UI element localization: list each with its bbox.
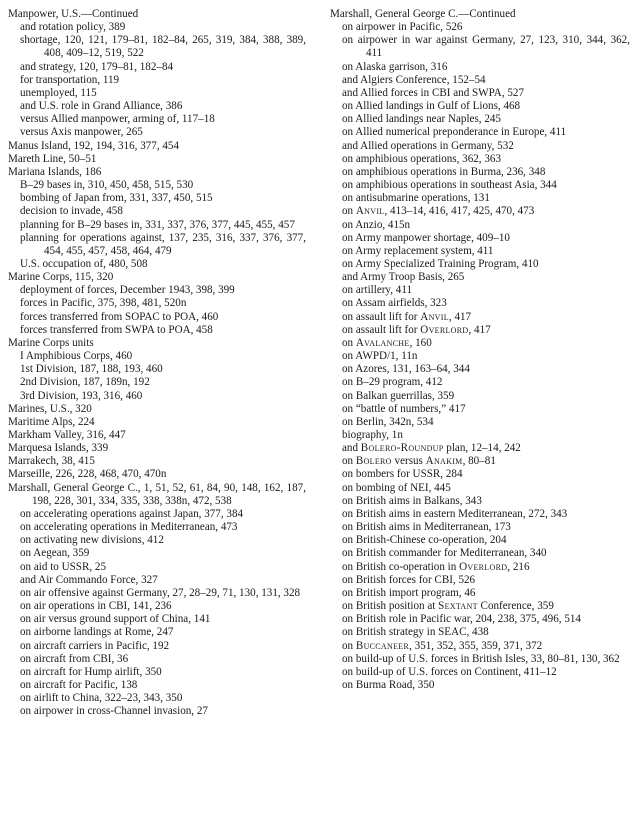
index-subentry: on Balkan guerrillas, 359	[342, 389, 455, 402]
index-subentry: and Allied forces in CBI and SWPA, 527	[342, 86, 525, 99]
index-subentry: U.S. occupation of, 480, 508	[20, 257, 148, 270]
index-subentry: on bombers for USSR, 284	[342, 468, 463, 481]
index-subentry: on airpower in war against Germany, 27, 123, 310, 344, 362, 411	[342, 34, 630, 60]
index-subentry: on “battle of numbers,” 417	[342, 402, 466, 415]
index-subentry: on Allied landings near Naples, 245	[342, 113, 501, 126]
index-subentry: on aircraft for Pacific, 138	[20, 678, 138, 691]
index-heading: Markham Valley, 316, 447	[8, 429, 126, 441]
index-subentry: on airlift to China, 322–23, 343, 350	[20, 692, 183, 705]
index-subentry: on airborne landings at Rome, 247	[20, 626, 174, 639]
entry-text: , 351, 352, 355, 359, 371, 372	[409, 639, 543, 652]
index-heading: Mareth Line, 50–51	[8, 152, 97, 165]
index-subentry: biography, 1n	[342, 429, 403, 441]
operation-codename: Overlord	[459, 560, 508, 573]
index-subentry: on AWPD/1, 11n	[342, 350, 418, 363]
entry-text: on assault lift for	[342, 310, 421, 323]
index-subentry: on activating new divisions, 412	[20, 534, 164, 547]
index-subentry	[330, 337, 630, 350]
index-subentry: on Army replacement system, 411	[342, 244, 494, 257]
index-subentry: on air operations in CBI, 141, 236	[20, 600, 172, 613]
operation-codename: Overlord	[420, 323, 469, 336]
entry-text: , 80–81	[462, 455, 496, 468]
index-subentry: on accelerating operations in Mediterranean, 473	[20, 521, 238, 534]
index-heading: Mariana Islands, 186	[8, 165, 102, 178]
index-subentry: 1st Division, 187, 188, 193, 460	[20, 363, 163, 376]
index-subentry: 3rd Division, 193, 316, 460	[20, 389, 143, 402]
index-subentry: on British aims in Mediterranean, 173	[342, 521, 511, 534]
index-subentry: planning for operations against, 137, 235, 316, 337, 376, 377, 454, 455, 457, 458, 464, 479	[20, 231, 306, 257]
index-subentry: on British aims in eastern Mediterranean, 272, 343	[342, 507, 568, 520]
index-subentry: on Alaska garrison, 316	[342, 60, 448, 73]
index-heading: Marseille, 226, 228, 468, 470, 470n	[8, 468, 167, 481]
index-subentry: and strategy, 120, 179–81, 182–84	[20, 60, 174, 73]
operation-codename: Buccaneer	[355, 639, 410, 652]
index-subentry: forces transferred from SWPA to POA, 458	[20, 323, 213, 336]
entry-text: Conference, 359	[477, 600, 554, 613]
index-subentry: on Berlin, 342n, 534	[342, 415, 434, 428]
index-subentry: and U.S. role in Grand Alliance, 386	[20, 100, 183, 113]
index-subentry: B–29 bases in, 310, 450, 458, 515, 530	[20, 179, 194, 192]
index-subentry: forces in Pacific, 375, 398, 481, 520n	[20, 297, 187, 310]
index-subentry: bombing of Japan from, 331, 337, 450, 515	[20, 192, 213, 205]
index-subentry: shortage, 120, 121, 179–81, 182–84, 265, 319, 384, 388, 389, 408, 409–12, 519, 522	[20, 34, 306, 60]
entry-text: on	[342, 336, 356, 349]
index-subentry: on Assam airfields, 323	[342, 297, 447, 310]
entry-text: on	[342, 639, 356, 652]
index-subentry: on British commander for Mediterranean, 340	[342, 547, 547, 560]
index-subentry: on aircraft for Hump airlift, 350	[20, 665, 162, 678]
index-subentry: on Army Specialized Training Program, 410	[342, 257, 539, 270]
index-subentry: on British strategy in SEAC, 438	[342, 626, 489, 639]
index-subentry: on aircraft from CBI, 36	[20, 652, 129, 665]
index-subentry: on build-up of U.S. forces on Continent, 411–12	[342, 665, 557, 678]
index-subentry: and rotation policy, 389	[20, 21, 126, 34]
entry-text: , 417	[468, 323, 491, 336]
index-column-left	[8, 8, 306, 718]
index-subentry: and Algiers Conference, 152–54	[342, 73, 486, 86]
operation-codename: Anakim	[425, 455, 463, 468]
entry-text: on	[342, 455, 356, 468]
index-subentry: unemployed, 115	[20, 86, 97, 99]
index-subentry: on aircraft carriers in Pacific, 192	[20, 639, 170, 652]
index-subentry: on British forces for CBI, 526	[342, 573, 476, 586]
index-subentry: on British import program, 46	[342, 586, 476, 599]
index-subentry: on British aims in Balkans, 343	[342, 494, 482, 507]
index-heading: Marshall, General George C., 1, 51, 52, 61, 84, 90, 148, 162, 187, 198, 228, 301, 334, 335, 338, 338n, 472, 538	[8, 481, 306, 507]
entry-text: plan, 12–14, 242	[443, 442, 521, 455]
index-subentry: and Allied operations in Germany, 532	[342, 139, 514, 152]
index-subentry	[330, 561, 630, 574]
index-heading: Marines, U.S., 320	[8, 402, 92, 415]
index-subentry: on accelerating operations against Japan, 377, 384	[20, 507, 244, 520]
index-subentry: on Azores, 131, 163–64, 344	[342, 363, 470, 376]
operation-codename: Anvil	[420, 310, 449, 323]
index-heading: Maritime Alps, 224	[8, 415, 95, 428]
entry-text: , 417	[448, 310, 472, 323]
index-subentry	[330, 324, 630, 337]
index-subentry: versus Allied manpower, arming of, 117–18	[20, 113, 215, 126]
index-subentry: on air offensive against Germany, 27, 28–29, 71, 130, 131, 328	[20, 586, 301, 599]
index-subentry: on airpower in Pacific, 526	[342, 21, 463, 34]
entry-text: on British co-operation in	[342, 560, 460, 573]
index-subentry: and Air Commando Force, 327	[20, 573, 158, 586]
index-subentry	[330, 640, 630, 653]
index-heading: Marine Corps, 115, 320	[8, 271, 114, 284]
index-subentry: on Allied numerical preponderance in Europe, 411	[342, 126, 567, 139]
operation-codename: Bolero	[355, 455, 392, 468]
index-heading: Marquesa Islands, 339	[8, 442, 109, 455]
index-subentry: on bombing of NEI, 445	[342, 481, 451, 494]
entry-text: on assault lift for	[342, 323, 421, 336]
operation-codename: Avalanche	[355, 336, 410, 349]
index-column-right	[330, 8, 630, 692]
index-heading: Marine Corps units	[8, 336, 94, 349]
index-heading: Marrakech, 38, 415	[8, 455, 95, 468]
index-subentry: on artillery, 411	[342, 284, 413, 297]
operation-codename: Sextant	[438, 600, 478, 613]
index-subentry: I Amphibious Corps, 460	[20, 350, 133, 363]
index-subentry: on British role in Pacific war, 204, 238, 375, 496, 514	[342, 613, 581, 626]
entry-text: , 216	[507, 560, 530, 573]
entry-text: versus	[391, 455, 426, 468]
index-subentry: 2nd Division, 187, 189n, 192	[20, 376, 150, 389]
index-heading: Manus Island, 192, 194, 316, 377, 454	[8, 139, 180, 152]
index-subentry: on airpower in cross-Channel invasion, 27	[20, 705, 208, 718]
index-subentry: on air versus ground support of China, 141	[20, 613, 211, 626]
index-heading: Manpower, U.S.—Continued	[8, 8, 139, 20]
operation-codename: Anvil	[355, 205, 385, 218]
index-subentry: decision to invade, 458	[20, 205, 123, 218]
index-subentry: versus Axis manpower, 265	[20, 126, 143, 139]
index-subentry: on Anzio, 415n	[342, 218, 411, 231]
index-subentry: on British-Chinese co-operation, 204	[342, 534, 507, 547]
index-subentry	[330, 205, 630, 218]
index-subentry	[330, 455, 630, 468]
operation-codename: Bolero-Roundup	[360, 442, 444, 455]
entry-text: , 160	[409, 336, 432, 349]
index-subentry	[330, 311, 630, 324]
index-subentry: on antisubmarine operations, 131	[342, 192, 490, 205]
index-subentry: on build-up of U.S. forces in British Isles, 33, 80–81, 130, 362	[342, 652, 620, 665]
index-subentry: on amphibious operations in Burma, 236, 348	[342, 165, 546, 178]
index-subentry: for transportation, 119	[20, 73, 120, 86]
index-subentry: on amphibious operations, 362, 363	[342, 152, 501, 165]
index-subentry: forces transferred from SOPAC to POA, 460	[20, 310, 219, 323]
index-subentry: on Aegean, 359	[20, 547, 90, 560]
index-subentry	[330, 600, 630, 613]
index-subentry: on aid to USSR, 25	[20, 560, 106, 573]
index-subentry	[330, 442, 630, 455]
index-subentry: deployment of forces, December 1943, 398, 399	[20, 284, 235, 297]
index-subentry: on Burma Road, 350	[342, 678, 435, 691]
entry-text: and	[342, 442, 361, 455]
entry-text: on British position at	[342, 600, 439, 613]
index-subentry: on amphibious operations in southeast Asia, 344	[342, 179, 557, 192]
index-subentry: on Allied landings in Gulf of Lions, 468	[342, 100, 521, 113]
index-subentry: on B–29 program, 412	[342, 376, 443, 389]
index-subentry: planning for B–29 bases in, 331, 337, 376, 377, 445, 455, 457	[20, 218, 295, 231]
index-subentry: and Army Troop Basis, 265	[342, 271, 465, 284]
entry-text: on	[342, 205, 356, 218]
index-heading: Marshall, General George C.—Continued	[330, 8, 516, 20]
index-subentry: on Army manpower shortage, 409–10	[342, 231, 510, 244]
entry-text: , 413–14, 416, 417, 425, 470, 473	[384, 205, 535, 218]
